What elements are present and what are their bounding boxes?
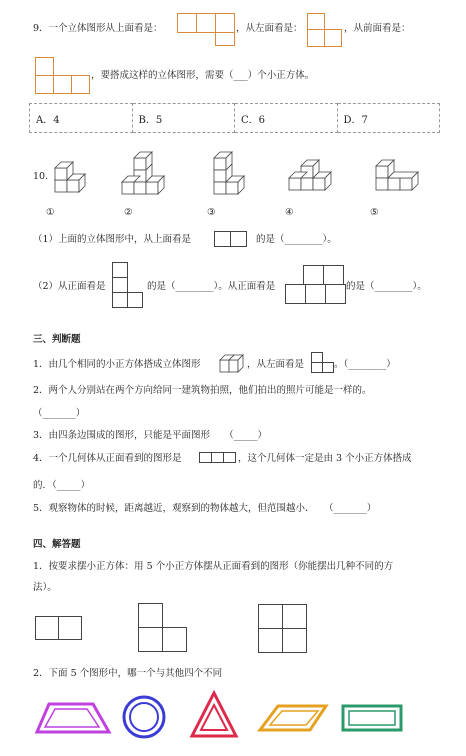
judge-2-answer: （_______）	[33, 408, 86, 419]
judge-1-solid-figure	[218, 352, 246, 376]
q10-solid-5	[372, 160, 427, 200]
judge-1-text-a: 1．由几个相同的小正方体搭成立体图形	[33, 359, 201, 370]
judge-1-text-b: ，从左面看是	[247, 359, 305, 370]
solve-1-line-2: 法）。	[33, 582, 57, 593]
judge-4-text-b: ，这个几何体一定是由 3 个小正方体搭成	[238, 453, 412, 464]
q10-label-5: ⑤	[370, 207, 379, 218]
judge-5-text: 5．观察物体的时候，距离越近，观察到的物体越大，但范围越小． （_______）	[33, 503, 377, 514]
q10-solid-4	[287, 160, 337, 200]
judge-3-text: 3．由四条边围成的图形，只能是平面图形 （_____）	[33, 430, 268, 441]
q10-label-3: ③	[207, 207, 216, 218]
section3-title: 三、判断题	[33, 334, 81, 345]
judge-4-text-c: 的．（_____）	[33, 480, 91, 491]
q10-sub2-text-b: 的是（________）。从正面看是	[147, 281, 276, 292]
q9-text-a: 9．一个立体图形从上面看是：	[33, 23, 163, 34]
q10-sub2-text-c: 的是（________）。	[346, 281, 427, 292]
q9-text-b: ，从左面看是：	[236, 23, 303, 34]
q10-label-2: ②	[124, 207, 133, 218]
rectangle-shape	[341, 704, 403, 734]
q10-label-1: ①	[46, 207, 55, 218]
trapezoid-shape	[35, 700, 115, 740]
q10-sub2-text-a: （2）从正面看是	[33, 281, 106, 292]
triangle-shape	[190, 690, 240, 740]
q9-options-table	[29, 103, 440, 133]
q10-solid-2	[120, 152, 170, 197]
q10-number: 10.	[33, 171, 49, 182]
section4-title: 四、解答题	[33, 539, 81, 550]
q9-option-c[interactable]: C．6	[235, 104, 338, 133]
ring-shape	[122, 695, 166, 739]
q9-option-a[interactable]: A．4	[30, 104, 133, 133]
judge-1-text-c: 。（________）	[334, 359, 396, 370]
parallelogram-shape	[258, 704, 330, 734]
q9-option-b[interactable]: B．5	[132, 104, 235, 133]
q9-text-c: ，从前面看是：	[344, 23, 411, 34]
q10-sub1-text-a: （1）上面的立体图形中，从上面看是	[33, 234, 192, 245]
solve-1-line-1: 1．按要求摆小正方体：用 5 个小正方体摆从正面看到的图形（你能摆出几种不同的方	[33, 561, 394, 572]
q10-solid-3	[210, 152, 255, 197]
judge-2-text: 2．两个人分别站在两个方向给同一建筑物拍照，他们拍出的照片可能是一样的。	[33, 385, 372, 396]
q9-option-d[interactable]: D．7	[337, 104, 440, 133]
q10-label-4: ④	[285, 207, 294, 218]
q9-text-d: ，要搭成这样的立体图形，需要（___）个小正方体。	[91, 70, 315, 81]
q10-solid-1	[52, 160, 92, 200]
judge-4-text-a: 4．一个几何体从正面看到的图形是	[33, 453, 182, 464]
solve-2-text: 2．下面 5 个图形中，哪一个与其他四个不同	[33, 668, 223, 679]
q10-sub1-text-b: 的是（________）。	[256, 234, 337, 245]
